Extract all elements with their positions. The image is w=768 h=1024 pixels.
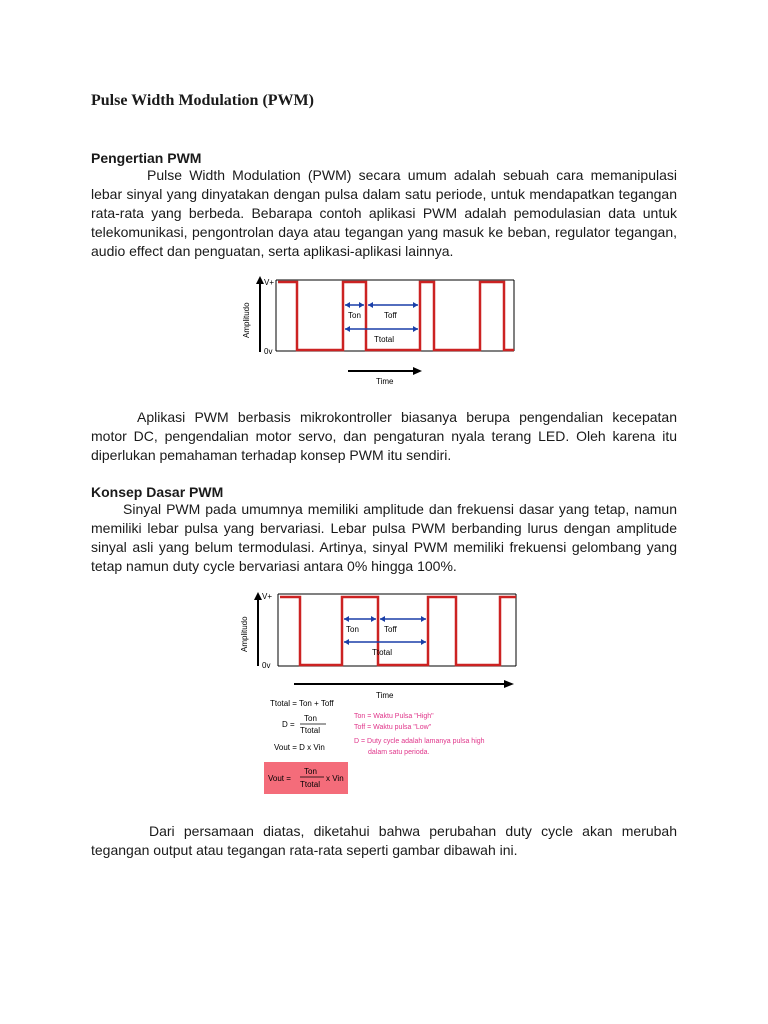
formula-d-den: Ttotal xyxy=(300,726,321,735)
boxed-rhs: x Vin xyxy=(326,774,344,783)
section-heading-pengertian: Pengertian PWM xyxy=(91,150,202,166)
label-time-2: Time xyxy=(376,691,394,700)
label-zero-v: 0v xyxy=(264,347,273,356)
legend-duty-cont: dalam satu perioda. xyxy=(368,749,430,756)
label-amplitude-2: Amplitudo xyxy=(240,616,249,652)
paragraph-persamaan: Dari persamaan diatas, diketahui bahwa perubahan duty cycle akan merubah tegangan output atau tegangan rata-rata seperti gambar dibawah ini. xyxy=(91,823,677,858)
label-toff-2: Toff xyxy=(384,625,397,634)
pwm-formulas xyxy=(262,694,498,798)
boxed-lhs: Vout = xyxy=(268,774,291,783)
legend-ton: Ton = Waktu Pulsa "High" xyxy=(354,713,434,720)
paragraph-aplikasi: Aplikasi PWM berbasis mikrokontroller biasanya berupa pengendalian kecepatan motor DC, pengendalian motor servo, dan pengaturan nyala terang LED. Oleh karena itu diperlukan pemahaman terhadap konsep PWM itu sendiri. xyxy=(91,409,677,463)
formula-d-num: Ton xyxy=(304,714,317,723)
paragraph-pengertian: Pulse Width Modulation (PWM) secara umum adalah sebuah cara memanipulasi lebar sinyal yang dinyatakan dengan pulsa dalam satu periode, untuk mendapatkan tegangan rata-rata yang berbeda. Bebarapa contoh aplikasi PWM adalah pemodulasian data untuk telekomunikasi, pengontrolan daya atau tegangan yang masuk ke beban, regulator tegangan, audio effect dan penguatan, serta aplikasi-aplikasi lainnya. xyxy=(91,167,677,259)
legend-duty: D = Duty cycle adalah lamanya pulsa high xyxy=(354,738,485,745)
pwm-diagram-2 xyxy=(234,588,520,702)
label-ton-2: Ton xyxy=(346,625,359,634)
label-vplus: V+ xyxy=(264,278,275,287)
label-vplus-2: V+ xyxy=(262,592,273,601)
document-title: Pulse Width Modulation (PWM) xyxy=(91,92,314,109)
formula-vout: Vout = D x Vin xyxy=(274,743,325,752)
label-amplitude: Amplitudo xyxy=(242,302,251,338)
label-zero-v-2: 0v xyxy=(262,661,271,670)
boxed-num: Ton xyxy=(304,767,317,776)
label-time: Time xyxy=(376,377,394,386)
label-ton: Ton xyxy=(348,311,361,320)
label-ttotal-2: Ttotal xyxy=(372,648,393,657)
boxed-den: Ttotal xyxy=(300,780,321,789)
legend-toff: Toff = Waktu pulsa "Low" xyxy=(354,724,432,731)
formula-d-lhs: D = xyxy=(282,720,295,729)
label-ttotal: Ttotal xyxy=(374,335,395,344)
paragraph-konsep: Sinyal PWM pada umumnya memiliki amplitude dan frekuensi dasar yang tetap, namun memiliki lebar pulsa yang bervariasi. Lebar pulsa PWM berbanding lurus dengan amplitude sinyal asli yang belum termodulasi. Artinya, sinyal PWM memiliki frekuensi gelombang yang tetap namun duty cycle bervariasi antara 0% hingga 100%. xyxy=(91,501,677,574)
pwm-diagram-1 xyxy=(236,272,520,390)
formula-ttotal: Ttotal = Ton + Toff xyxy=(270,699,334,708)
label-toff: Toff xyxy=(384,311,397,320)
section-heading-konsep: Konsep Dasar PWM xyxy=(91,484,224,500)
